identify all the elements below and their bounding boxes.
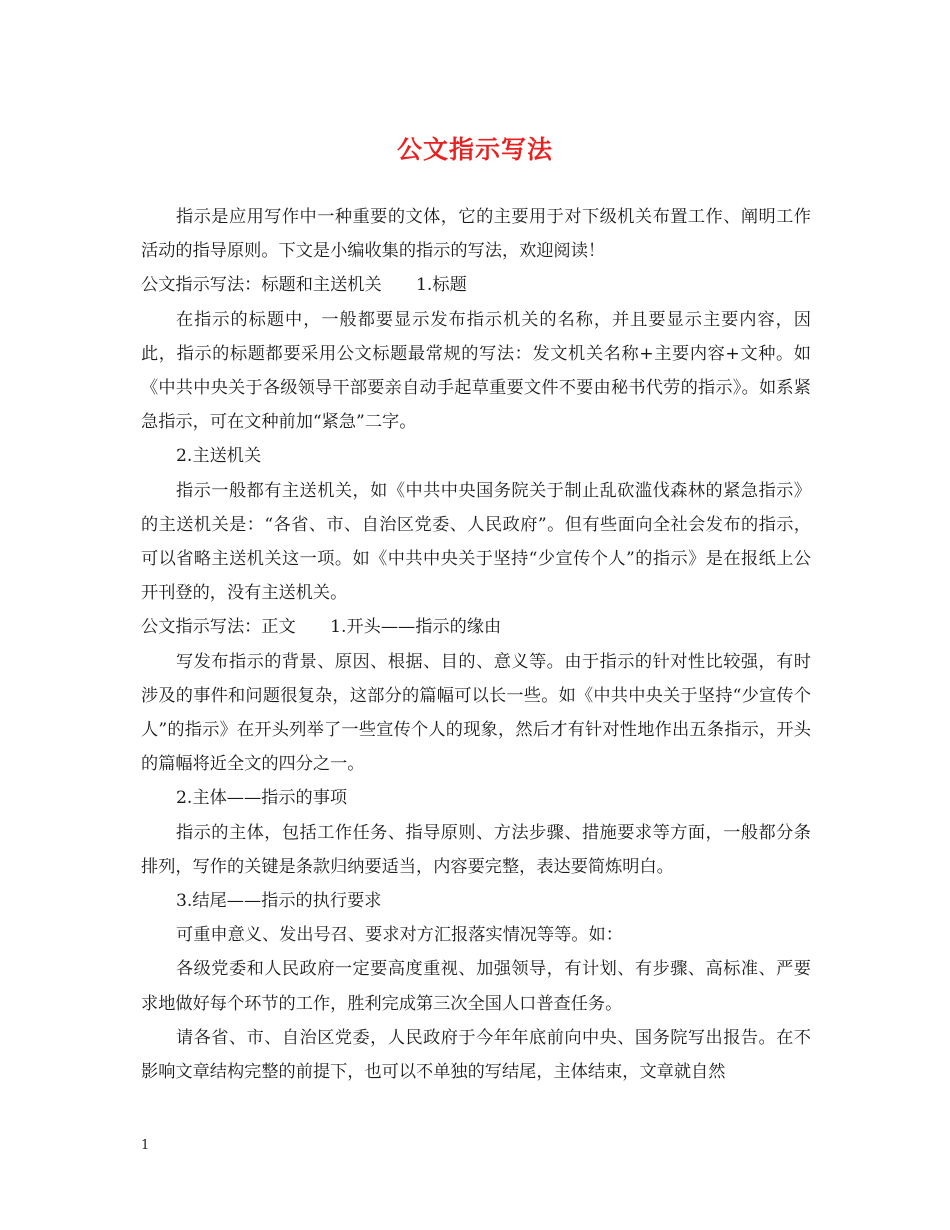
paragraph: 指示是应用写作中一种重要的文体，它的主要用于对下级机关布置工作、阐明工作活动的指导原则。下文是小编收集的指示的写法，欢迎阅读！ (141, 207, 811, 262)
section-heading: 公文指示写法：正文 1.开头——指示的缘由 (141, 617, 502, 638)
subheading: 2.主体——指示的事项 (176, 788, 348, 809)
paragraph: 在指示的标题中，一般都要显示发布指示机关的名称，并且要显示主要内容，因此，指示的标题都要采用公文标题最常规的写法：发文机关名称+主要内容+文种。如《中共中央关于各级领导干部要亲自动手起草重要文件不要由秘书代劳的指示》。如系紧急指示，可在文种前加“紧急”二字。 (141, 309, 811, 433)
paragraph: 各级党委和人民政府一定要高度重视、加强领导，有计划、有步骤、高标准、严要求地做好每个环节的工作，胜利完成第三次全国人口普查任务。 (141, 959, 811, 1014)
paragraph: 请各省、市、自治区党委，人民政府于今年年底前向中央、国务院写出报告。在不影响文章结构完整的前提下，也可以不单独的写结尾，主体结束，文章就自然 (141, 1027, 811, 1083)
page-number: 1 (141, 1138, 150, 1153)
section-heading: 公文指示写法：标题和主送机关 1.标题 (141, 275, 467, 296)
paragraph: 写发布指示的背景、原因、根据、目的、意义等。由于指示的针对性比较强，有时涉及的事件和问题很复杂，这部分的篇幅可以长一些。如《中共中央关于坚持“少宣传个人”的指示》在开头列举了一些宣传个人的现象，然后才有针对性地作出五条指示，开头的篇幅将近全文的四分之一。 (141, 651, 811, 775)
subheading: 3.结尾——指示的执行要求 (176, 891, 382, 912)
paragraph: 指示一般都有主送机关，如《中共中央国务院关于制止乱砍滥伐森林的紧急指示》的主送机关是：“各省、市、自治区党委、人民政府”。但有些面向全社会发布的指示，可以省略主送机关这一项。如《中共中央关于坚持“少宣传个人”的指示》是在报纸上公开刊登的，没有主送机关。 (141, 480, 811, 604)
document-body (141, 200, 811, 1089)
document-title: 公文指示写法 (396, 135, 553, 164)
subheading: 2.主送机关 (176, 446, 262, 467)
paragraph: 指示的主体，包括工作任务、指导原则、方法步骤、措施要求等方面，一般都分条排列，写作的关键是条款归纳要适当，内容要完整，表达要简炼明白。 (141, 822, 811, 877)
paragraph: 可重申意义、发出号召、要求对方汇报落实情况等等。如： (176, 925, 623, 946)
